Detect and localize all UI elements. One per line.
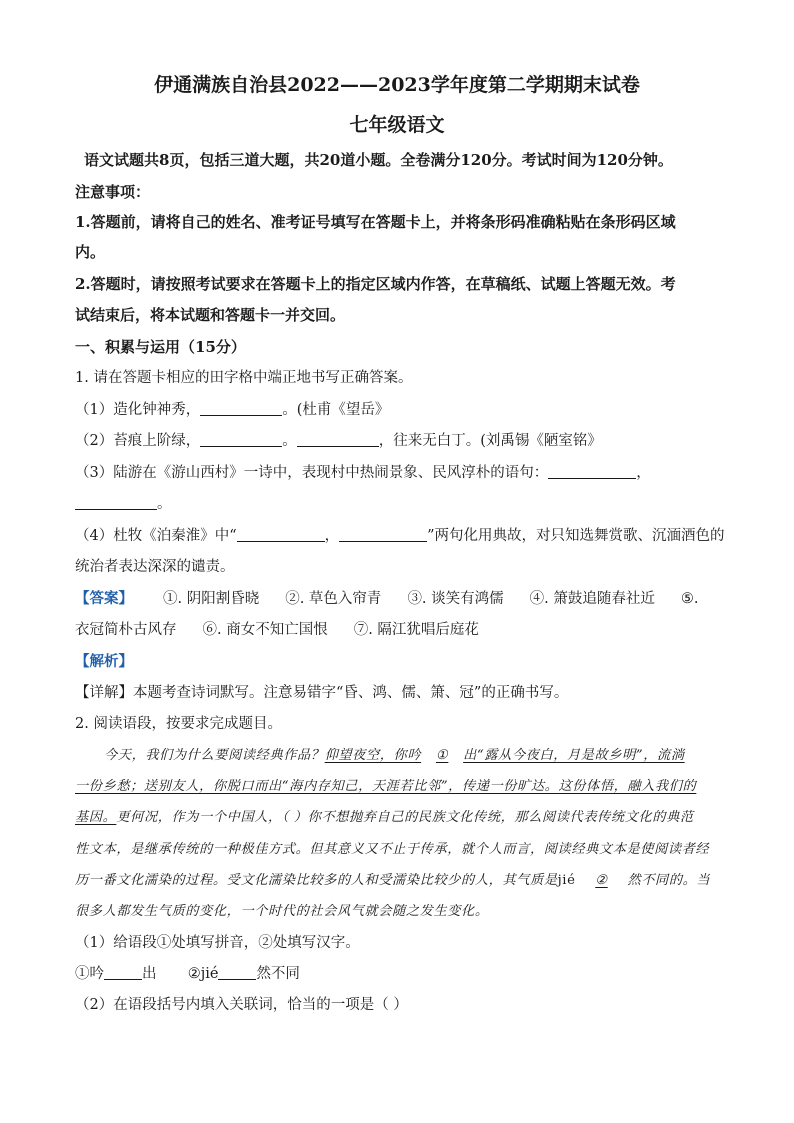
passage-text: 更何况，作为一个中国人，（ ）你不想抛弃自己的民族文化传统，那么阅读代表传统文化的典范 [116, 810, 694, 825]
answer-item: ⑤. [680, 591, 699, 607]
q1-p4-sep: ， [324, 528, 340, 544]
q1-p4-text: （4）杜牧《泊秦淮》中“ [75, 528, 237, 544]
answer-item: ③. 谈笑有鸿儒 [407, 591, 504, 607]
passage-underlined: 一份乡愁；送别友人，你脱口而出“海内存知己，天涯若比邻”，传递一份旷达。这份体悟，融入我们的 [75, 779, 697, 794]
q1-p2-text: （2）苔痕上阶绿， [75, 433, 201, 449]
answer-blank[interactable] [237, 527, 325, 542]
passage-underlined: 出“露从今夜白，月是故乡明”，流淌 [463, 748, 685, 763]
answer-blank[interactable] [548, 464, 636, 479]
passage-text: 今天，我们为什么要阅读经典作品？ [104, 748, 325, 763]
sub1-item: ②jié [187, 966, 219, 982]
passage-line [104, 746, 754, 766]
q2-sub-1: （1）给语段①处填写拼音，②处填写汉字。 [75, 935, 360, 951]
passage-underlined: 基因。 [75, 810, 117, 825]
q1-part-1 [75, 400, 725, 420]
blank-marker-2: ② [595, 873, 608, 888]
q1-stem: 1. 请在答题卡相应的田字格中端正地书写正确答案。 [75, 370, 413, 386]
passage-line: 很多人都发生气质的变化，一个时代的社会风气就会随之发生变化。 [75, 904, 489, 919]
answer-blank[interactable] [200, 432, 282, 447]
passage-line [75, 871, 725, 891]
answer-item: ④. 箫鼓追随春社近 [529, 591, 655, 607]
q1-part-4 [75, 526, 725, 546]
passage-text: 然不同的。当 [627, 873, 711, 888]
note-1-cont: 内。 [75, 243, 106, 261]
q1-part-4-cont: 统治者表达深深的谴责。 [75, 559, 235, 575]
q1-p3-sep: ， [636, 465, 651, 481]
answer-item: ①. 阴阳割昏晓 [163, 591, 260, 607]
q1-p2-sep: 。 [282, 433, 297, 449]
passage-line [75, 777, 725, 797]
answer-blank[interactable] [200, 401, 282, 416]
answer-line-cont [75, 620, 725, 640]
answer-item: ⑦. 隔江犹唱后庭花 [353, 622, 479, 638]
exam-title: 伊通满族自治县2022——2023学年度第二学期期末试卷 [154, 74, 640, 96]
sub1-item: 出 [142, 966, 157, 982]
exam-subtitle: 七年级语文 [349, 114, 445, 136]
q2-sub-1-answers [75, 964, 725, 984]
sub1-item: ①吟 [75, 966, 104, 982]
q1-p1-text: （1）造化钟神秀， [75, 402, 201, 418]
notes-heading: 注意事项： [75, 183, 151, 201]
pinyin-prompt: jié [557, 873, 576, 888]
q2-sub-2: （2）在语段括号内填入关联词，恰当的一项是（ ） [75, 997, 408, 1013]
section-heading: 一、积累与运用（15分） [75, 338, 246, 356]
q1-p1-source: 。(杜甫《望岳》 [282, 402, 390, 418]
passage-line: 性文本，是继承传统的一种极佳方式。但其意义又不止于传承，就个人而言，阅读经典文本是使阅读者经 [75, 842, 710, 857]
answer-blank[interactable] [297, 432, 379, 447]
q1-part-2 [75, 431, 725, 451]
note-2-cont: 试结束后，将本试题和答题卡一并交回。 [75, 306, 346, 324]
q1-p3-text: （3）陆游在《游山西村》一诗中，表现村中热闹景象、民风淳朴的语句： [75, 465, 549, 481]
note-1: 1.答题前，请将自己的姓名、准考证号填写在答题卡上，并将条形码准确粘贴在条形码区域 [75, 213, 676, 231]
answer-blank[interactable] [218, 965, 256, 980]
passage-text: 历一番文化濡染的过程。受文化濡染比较多的人和受濡染比较少的人，其气质是 [75, 873, 558, 888]
q1-p3-end: 。 [157, 496, 172, 512]
answer-line [75, 589, 725, 609]
answer-item: 衣冠简朴古风存 [75, 622, 177, 638]
q1-part-3 [75, 463, 725, 483]
note-2: 2.答题时，请按照考试要求在答题卡上的指定区域内作答，在草稿纸、试题上答题无效。考 [75, 275, 676, 293]
analysis-tag: 【解析】 [75, 653, 133, 670]
sub1-item: 然不同 [256, 966, 300, 982]
q2-stem: 2. 阅读语段，按要求完成题目。 [75, 716, 282, 732]
q1-p2-source: ，往来无白丁。(刘禹锡《陋室铭》 [378, 433, 602, 449]
passage-underlined: 仰望夜空，你吟 [324, 748, 422, 763]
answer-blank[interactable] [339, 527, 427, 542]
q1-part-3-cont [75, 494, 725, 514]
answer-item: ②. 草色入帘青 [285, 591, 382, 607]
q1-p4-rest: ”两句化用典故，对只知选舞赏歌、沉湎酒色的 [427, 528, 725, 544]
passage-line [75, 808, 725, 828]
answer-tag: 【答案】 [75, 590, 133, 607]
blank-marker-1: ① [435, 748, 449, 763]
answer-item: ⑥. 商女不知亡国恨 [202, 622, 328, 638]
analysis-detail: 【详解】本题考查诗词默写。注意易错字“昏、鸿、儒、箫、冠”的正确书写。 [75, 685, 569, 701]
answer-blank[interactable] [104, 965, 142, 980]
exam-intro: 语文试题共8页，包括三道大题，共20道小题。全卷满分120分。考试时间为120分钟。 [84, 151, 673, 169]
answer-blank[interactable] [75, 495, 157, 510]
